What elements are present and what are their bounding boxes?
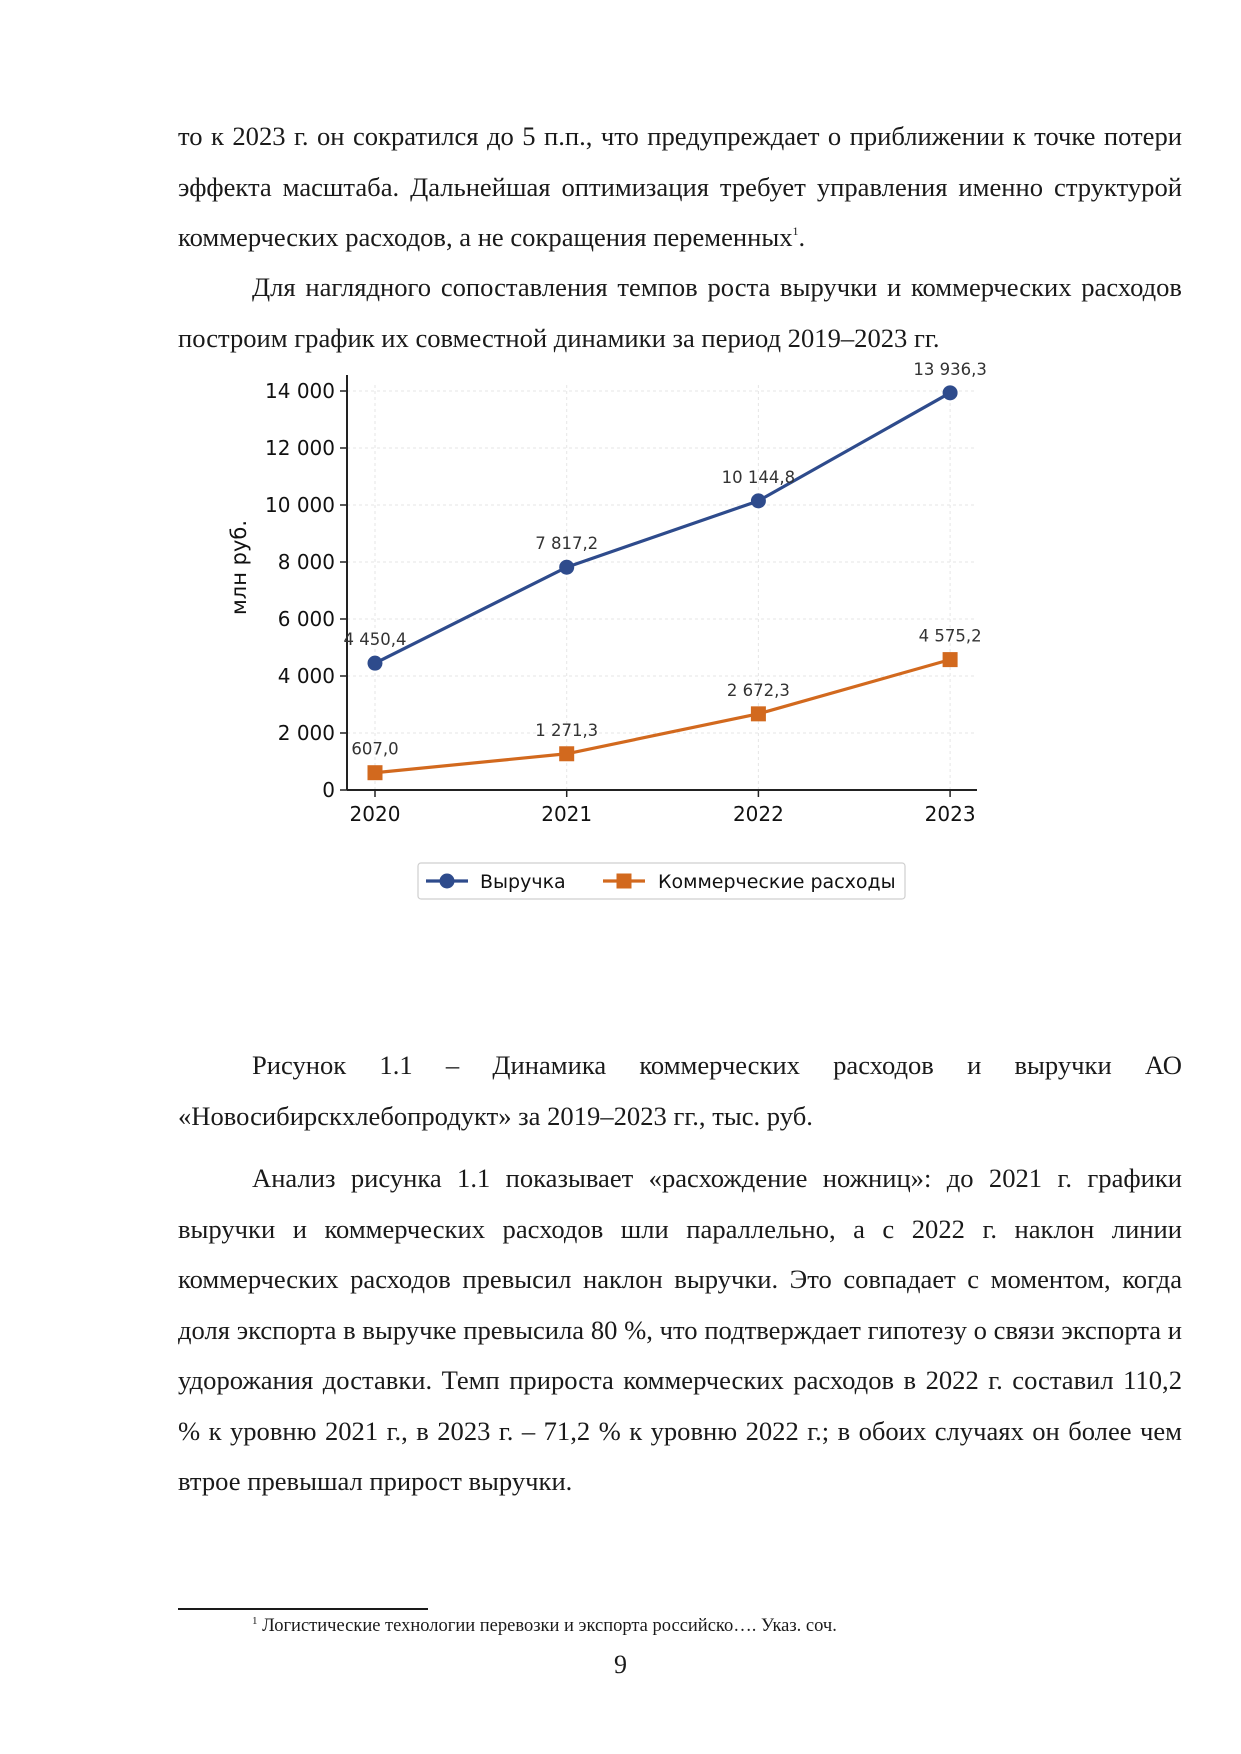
data-point-revenue — [368, 656, 383, 671]
legend-label-2: Коммерческие расходы — [658, 871, 896, 893]
paragraph-2 — [178, 262, 1182, 363]
figure-caption — [178, 1040, 1182, 1141]
data-point-expenses — [559, 746, 574, 761]
x-tick-label: 2022 — [732, 802, 784, 826]
y-tick-label: 4 000 — [277, 664, 335, 688]
data-label: 1 271,3 — [535, 720, 599, 740]
paragraph-1 — [178, 111, 1182, 263]
data-label: 10 144,8 — [721, 467, 796, 487]
data-point-expenses — [751, 706, 766, 721]
data-point-revenue — [943, 385, 958, 400]
legend-marker-revenue — [440, 874, 455, 889]
footnote-reference[interactable]: 1 — [792, 224, 799, 238]
y-tick-label: 14 000 — [265, 379, 335, 403]
footnote-number: 1 — [252, 1615, 258, 1627]
footnote-separator — [178, 1608, 428, 1610]
data-point-revenue — [751, 493, 766, 508]
paragraph-1-text: то к 2023 г. он сократился до 5 п.п., что предупреждает о приближении к точке потери эффекта масштаба. Дальнейшая оптимизация требует управления именно структурой коммерческих расходов, а не сокращения переменных — [178, 121, 1182, 252]
y-tick-label: 0 — [322, 778, 335, 802]
data-label: 4 450,4 — [343, 630, 407, 650]
paragraph-3-text: Анализ рисунка 1.1 показывает «расхождение ножниц»: до 2021 г. графики выручки и коммерческих расходов шли параллельно, а с 2022 г. наклон линии коммерческих расходов превысил наклон выручки. Это совпадает с моментом, когда доля экспорта в выручке превысила 80 %, что подтверждает гипотезу о связи экспорта и удорожания доставки. Темп прироста коммерческих расходов в 2022 г. составил 110,2 % к уровню 2021 г., в 2023 г. – 71,2 % к уровню 2022 г.; в обоих случаях он более чем втрое превышал прирост выручки. — [178, 1163, 1182, 1496]
y-tick-label: 10 000 — [265, 493, 335, 517]
data-point-expenses — [368, 765, 383, 780]
page-number: 9 — [614, 1650, 627, 1679]
line-chart — [227, 359, 1110, 1020]
data-label: 13 936,3 — [913, 359, 987, 379]
y-tick-label: 12 000 — [265, 436, 335, 460]
y-tick-label: 2 000 — [277, 721, 335, 745]
figure-chart — [227, 359, 1110, 1020]
data-point-expenses — [943, 652, 958, 667]
data-label: 7 817,2 — [535, 534, 599, 554]
paragraph-3 — [178, 1153, 1182, 1507]
x-tick-label: 2020 — [349, 802, 401, 826]
y-tick-label: 6 000 — [277, 607, 335, 631]
data-label: 4 575,2 — [918, 626, 982, 646]
legend-marker-expenses — [617, 874, 632, 889]
x-tick-label: 2023 — [924, 802, 976, 826]
figure-caption-text: Рисунок 1.1 – Динамика коммерческих расходов и выручки АО «Новосибирскхлебопродукт» за 2019–2023 гг., тыс. руб. — [178, 1050, 1182, 1131]
series-line-2 — [375, 660, 950, 773]
x-tick-label: 2021 — [541, 802, 593, 826]
paragraph-1-end: . — [798, 222, 806, 252]
footnote — [252, 1616, 1152, 1637]
y-axis-label: млн руб. — [227, 519, 251, 616]
y-tick-label: 8 000 — [277, 550, 335, 574]
footnote-text: Логистические технологии перевозки и экспорта российско…. Указ. соч. — [262, 1616, 837, 1636]
legend-label-1: Выручка — [480, 871, 566, 893]
paragraph-2-text: Для наглядного сопоставления темпов роста выручки и коммерческих расходов построим график их совместной динамики за период 2019–2023 гг. — [178, 272, 1182, 353]
data-label: 607,0 — [351, 739, 399, 759]
data-point-revenue — [559, 560, 574, 575]
series-line-1 — [375, 393, 950, 663]
data-label: 2 672,3 — [726, 680, 790, 700]
